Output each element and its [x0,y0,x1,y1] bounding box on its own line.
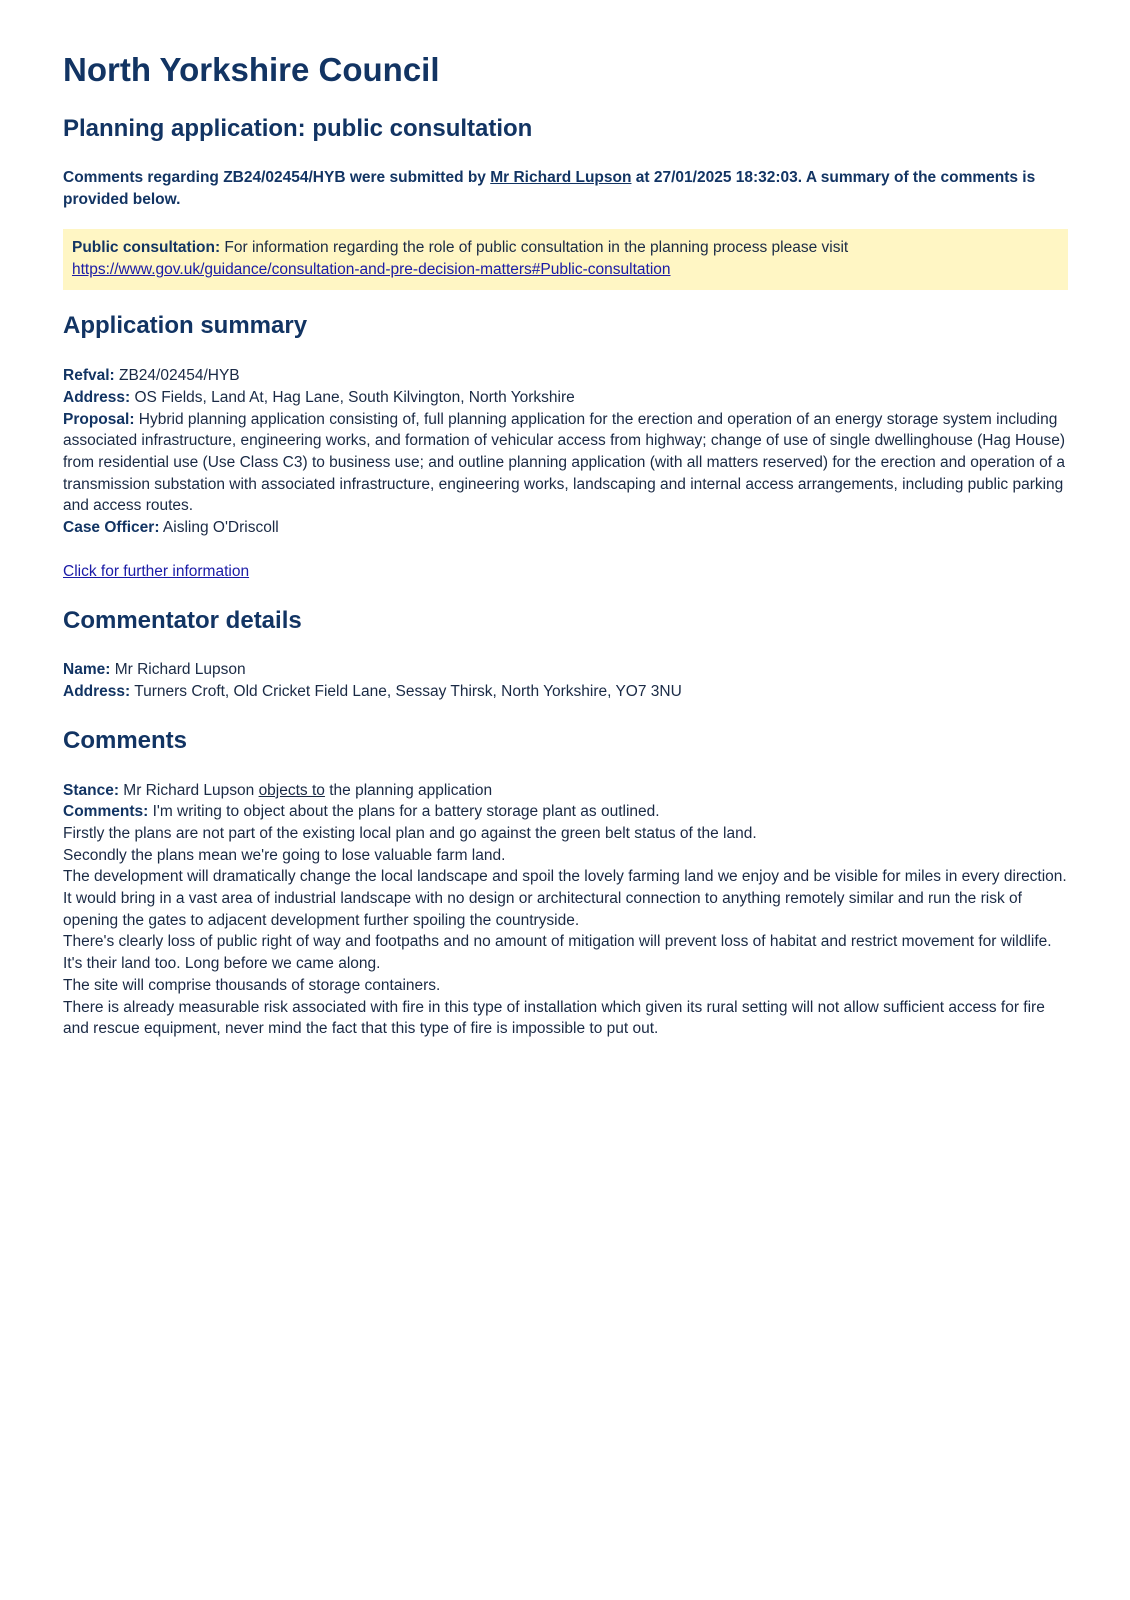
stance-label: Stance: [63,781,119,799]
proposal-value: Hybrid planning application consisting of, full planning application for the erection and operation of an energy storage system including associated infrastructure, engineering works, and formation of vehicular access from highway; change of use of single dwellinghouse (Hag House) from residential use (Use Class C3) to business use; and outline planning application (with all matters reserved) for the erection and operation of a transmission substation with associated infrastructure, engineering works, landscaping and internal access arrangements, including public parking and access routes. [63,410,1066,515]
document-page [63,50,1068,1040]
commentator-name-label: Name: [63,661,111,679]
address-value: OS Fields, Land At, Hag Lane, South Kilvington, North Yorkshire [130,388,575,406]
stance-after: the planning application [324,781,493,799]
comments-body [63,780,1068,1040]
public-consultation-notice [63,229,1068,290]
comments-line-7: There is already measurable risk associated with fire in this type of installation which given its rural setting will not allow sufficient access for fire and rescue equipment, never mind the fact that this type of fire is impossible to put out. [63,998,1045,1038]
commentator-address-line [63,681,1068,703]
stance-objects-to: objects to [258,781,325,799]
case-officer-value: Aisling O'Driscoll [159,519,279,537]
stance-line [63,780,1068,802]
comments-line-5: There's clearly loss of public right of way and footpaths and no amount of mitigation will prevent loss of habitat and restrict movement for wildlife. It's their land too. Long before we came along. [63,933,1052,973]
application-summary-body [63,365,1068,582]
commentator-details-body [63,659,1068,702]
application-summary-heading: Application summary [63,312,308,340]
case-officer-label: Case Officer: [63,519,160,537]
commentator-name-line [63,659,1068,681]
stance-before: Mr Richard Lupson [119,781,259,799]
refval-label: Refval: [63,367,115,385]
consultation-guidance-link[interactable]: https://www.gov.uk/guidance/consultation-and-pre-decision-matters#Public-consultation [72,261,671,279]
proposal-label: Proposal: [63,410,135,428]
notice-label: Public consultation: [72,239,221,257]
commentator-address-value: Turners Croft, Old Cricket Field Lane, Sessay Thirsk, North Yorkshire, YO7 3NU [130,683,682,701]
comments-label: Comments: [63,803,149,821]
proposal-line [63,409,1068,518]
submitter-name-link[interactable]: Mr Richard Lupson [490,169,632,187]
further-information-link[interactable]: Click for further information [63,562,250,580]
comments-line-1 [63,801,1068,823]
comments-line-2: Firstly the plans are not part of the existing local plan and go against the green belt status of the land. [63,824,757,842]
notice-text: For information regarding the role of public consultation in the planning process please visit [220,239,849,257]
intro-text-before: Comments regarding ZB24/02454/HYB were submitted by [63,169,491,187]
comments-line-3: Secondly the plans mean we're going to lose valuable farm land. [63,846,506,864]
refval-line [63,365,1068,387]
commentator-address-label: Address: [63,683,131,701]
refval-value: ZB24/02454/HYB [114,367,240,385]
page-subtitle: Planning application: public consultation [63,114,533,142]
comments-text-1: I'm writing to object about the plans for a battery storage plant as outlined. [148,803,660,821]
comments-line-4: The development will dramatically change the local landscape and spoil the lovely farming land we enjoy and be visible for miles in every direction. It would bring in a vast area of industrial landscape with no design or architectural connection to anything remotely similar and run the risk of opening the gates to adjacent development further spoiling the countryside. [63,868,1067,929]
address-label: Address: [63,388,131,406]
submission-intro [63,167,1068,211]
address-line [63,387,1068,409]
commentator-name-value: Mr Richard Lupson [110,661,246,679]
comments-heading: Comments [63,726,188,754]
council-title: North Yorkshire Council [63,51,440,88]
comments-line-6: The site will comprise thousands of storage containers. [63,976,441,994]
commentator-details-heading: Commentator details [63,606,302,634]
intro-text-after: at 27/01/2025 18:32:03. A summary of the comments is provided below. [63,169,1036,209]
case-officer-line [63,517,1068,539]
